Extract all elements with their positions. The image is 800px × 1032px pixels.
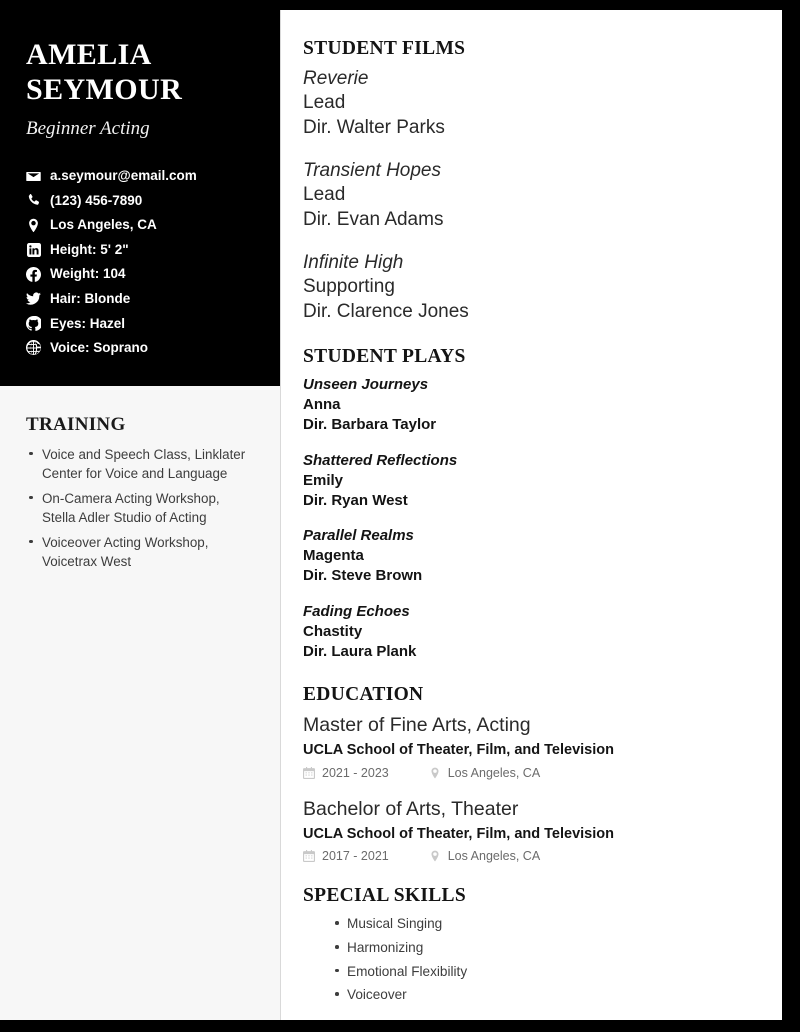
play-entry [303,526,752,586]
contact-text: Voice: Soprano [50,340,149,356]
student-plays-section [303,346,752,662]
film-role: Supporting [303,276,395,298]
linkedin-icon [26,242,41,257]
twitter-icon [26,291,41,306]
education-entry [303,713,752,780]
location-pin-icon [429,850,441,862]
contact-text: Height: 5' 2" [50,241,129,257]
film-director: Dir. Walter Parks [303,116,445,138]
training-list [26,445,254,571]
education-location: Los Angeles, CA [447,765,541,780]
list-item: Voiceover [333,985,752,1005]
play-entry [303,375,752,435]
play-title: Fading Echoes [303,603,410,621]
play-director: Dir. Ryan West [303,491,408,509]
contact-item-voice [26,339,254,357]
last-name: SEYMOUR [26,72,183,106]
education-dates: 2017 - 2021 [322,849,389,864]
list-item: Voice and Speech Class, Linklater Center for Voice and Language [26,445,254,483]
film-role: Lead [303,184,346,206]
school-name: UCLA School of Theater, Film, and Television [303,742,614,759]
page-title [26,38,254,108]
special-skills-heading: SPECIAL SKILLS [303,885,466,907]
first-name: AMELIA [26,38,152,71]
play-role: Chastity [303,623,363,641]
job-title: Beginner Acting [26,117,150,139]
play-title: Parallel Realms [303,527,414,545]
play-role: Emily [303,471,344,489]
training-section [0,386,280,597]
contact-text: Los Angeles, CA [50,217,157,233]
phone-icon [26,193,41,208]
student-plays-heading: STUDENT PLAYS [303,345,466,367]
play-director: Dir. Barbara Taylor [303,415,437,433]
list-item: Emotional Flexibility [333,962,752,982]
play-role: Magenta [303,547,364,565]
film-director: Dir. Evan Adams [303,208,444,230]
contact-item-hair [26,290,254,308]
globe-icon [26,340,41,355]
resume-page [0,10,782,1020]
contact-text: Weight: 104 [50,266,126,282]
film-title: Reverie [303,68,369,89]
student-films-section [303,38,752,324]
contact-item-height [26,241,254,259]
special-skills-section [303,885,752,1005]
list-item: Voiceover Acting Workshop, Voicetrax West [26,533,254,571]
contact-list [26,167,254,356]
github-icon [26,316,41,331]
contact-item-eyes [26,315,254,333]
film-entry [303,67,752,140]
film-title: Infinite High [303,251,404,273]
list-item: Musical Singing [333,914,752,934]
list-item: On-Camera Acting Workshop, Stella Adler Studio of Acting [26,489,254,527]
education-meta [303,849,752,863]
film-entry [303,251,752,324]
play-director: Dir. Laura Plank [303,643,417,661]
calendar-icon [303,850,315,862]
location-pin-icon [429,767,441,779]
film-role: Lead [303,92,346,114]
contact-item-location [26,216,254,234]
contact-text: (123) 456-7890 [50,192,143,208]
sidebar-header [0,10,280,386]
education-entry [303,797,752,864]
degree-title: Bachelor of Arts, Theater [303,797,519,820]
sidebar [0,10,281,1020]
school-name: UCLA School of Theater, Film, and Television [303,826,614,843]
envelope-icon [26,169,41,184]
main-content [281,10,782,1020]
play-title: Unseen Journeys [303,375,429,393]
film-entry [303,159,752,232]
contact-text: a.seymour@email.com [50,168,197,184]
film-director: Dir. Clarence Jones [303,300,469,322]
education-location: Los Angeles, CA [447,849,541,864]
contact-item-email [26,167,254,185]
play-entry [303,451,752,511]
play-director: Dir. Steve Brown [303,567,423,585]
education-section [303,684,752,863]
contact-text: Eyes: Hazel [50,315,126,331]
degree-title: Master of Fine Arts, Acting [303,714,531,737]
play-title: Shattered Reflections [303,451,458,469]
training-heading: TRAINING [26,413,126,435]
education-meta [303,766,752,780]
special-skills-list [303,914,752,1005]
calendar-icon [303,767,315,779]
film-title: Transient Hopes [303,159,441,181]
contact-item-weight [26,265,254,283]
education-dates: 2021 - 2023 [322,765,389,780]
student-films-heading: STUDENT FILMS [303,38,466,59]
contact-item-phone [26,192,254,210]
play-role: Anna [303,395,341,413]
facebook-icon [26,267,41,282]
education-heading: EDUCATION [303,684,424,706]
contact-text: Hair: Blonde [50,291,131,307]
play-entry [303,602,752,662]
location-pin-icon [26,218,41,233]
list-item: Harmonizing [333,938,752,958]
